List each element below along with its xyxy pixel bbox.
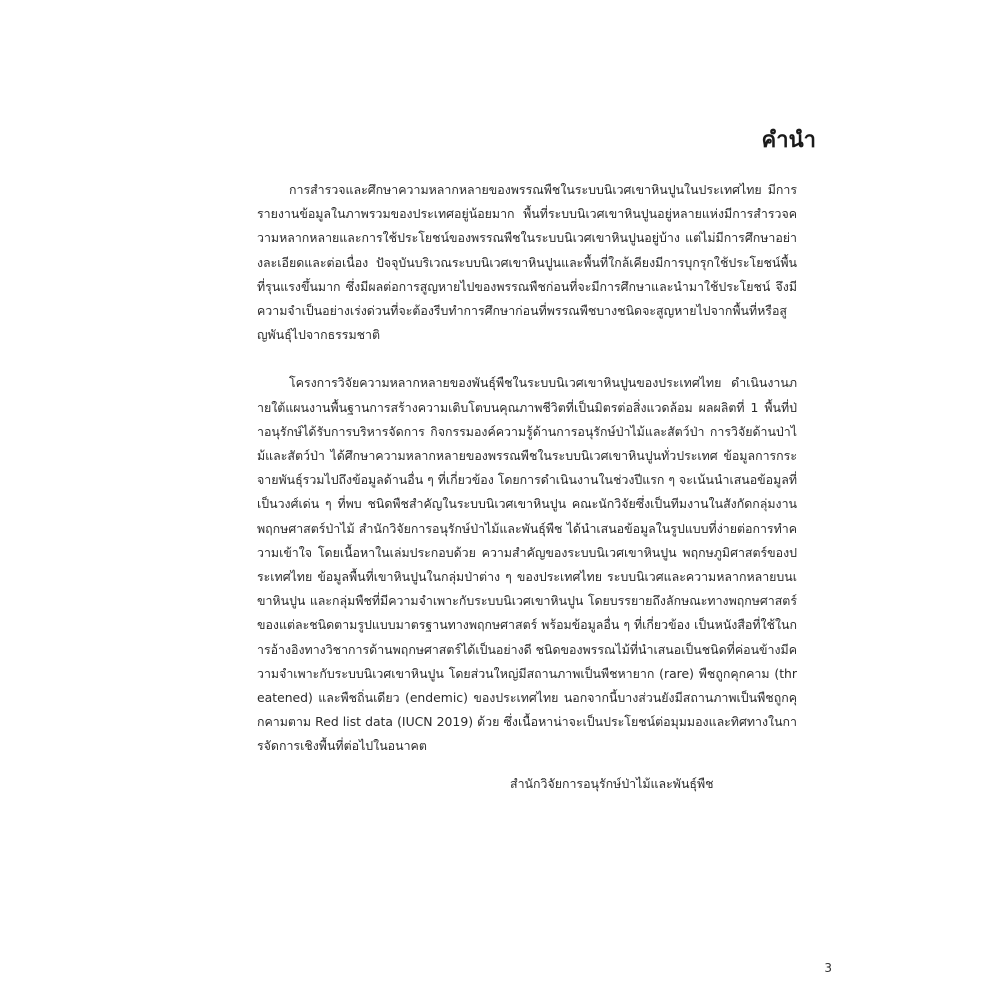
preface-paragraph-2: โครงการวิจัยความหลากหลายของพันธุ์พืชในระบบนิเวศเขาหินปูนของประเทศไทย ดำเนินงานภายใต้แผนงานพื้นฐานการสร้างความเติบโตบนคุณภาพชีวิตที่เป็นมิตรต่อสิ่งแวดล้อม ผลผลิตที่ 1 พื้นที่ป่าอนุรักษ์ได้รับการบริหารจัดการ กิจกรรมองค์ความรู้ด้านการอนุรักษ์ป่าไม้และสัตว์ป่า การวิจัยด้านป่าไม้และสัตว์ป่า ได้ศึกษาความหลากหลายของพรรณพืชในระบบนิเวศเขาหินปูนทั่วประเทศ ข้อมูลการกระจายพันธุ์รวมไปถึงข้อมูลด้านอื่น ๆ ที่เกี่ยวข้อง โดยการดำเนินงานในช่วงปีแรก ๆ จะเน้นนำเสนอข้อมูลที่เป็นวงศ์เด่น ๆ ที่พบ ชนิดพืชสำคัญในระบบนิเวศเขาหินปูน คณะนักวิจัยซึ่งเป็นทีมงานในสังกัดกลุ่มงานพฤกษศาสตร์ป่าไม้ สำนักวิจัยการอนุรักษ์ป่าไม้และพันธุ์พืช ได้นำเสนอข้อมูลในรูปแบบที่ง่ายต่อการทำความเข้าใจ โดยเนื้อหาในเล่มประกอบด้วย ความสำคัญของระบบนิเวศเขาหินปูน พฤกษภูมิศาสตร์ของประเทศไทย ข้อมูลพื้นที่เขาหินปูนในกลุ่มป่าต่าง ๆ ของประเทศไทย ระบบนิเวศและความหลากหลายบนเขาหินปูน และกลุ่มพืชที่มีความจำเพาะกับระบบนิเวศเขาหินปูน โดยบรรยายถึงลักษณะทางพฤกษศาสตร์ของแต่ละชนิดตามรูปแบบมาตรฐานทางพฤกษศาสตร์ พร้อมข้อมูลอื่น ๆ ที่เกี่ยวข้อง เป็นหนังสือที่ใช้ในการอ้างอิงทางวิชาการด้านพฤกษศาสตร์ได้เป็นอย่างดี ชนิดของพรรณไม้ที่นำเสนอเป็นชนิดที่ค่อนข้างมีความจำเพาะกับระบบนิเวศเขาหินปูน โดยส่วนใหญ่มีสถานภาพเป็นพืชหายาก (rare) พืชถูกคุกคาม (threatened) และพืชถิ่นเดียว (endemic) ของประเทศไทย นอกจากนี้บางส่วนยังมีสถานภาพเป็นพืชถูกคุกคามตาม Red list data (IUCN 2019) ด้วย ซึ่งเนื้อหาน่าจะเป็นประโยชน์ต่อมุมมองและทิศทางในการจัดการเชิงพื้นที่ต่อไปในอนาคต — [257, 375, 798, 754]
preface-paragraph-1: การสำรวจและศึกษาความหลากหลายของพรรณพืชในระบบนิเวศเขาหินปูนในประเทศไทย มีการรายงานข้อมูลในภาพรวมของประเทศอยู่น้อยมาก พื้นที่ระบบนิเวศเขาหินปูนอยู่หลายแห่งมีการสำรวจความหลากหลายและการใช้ประโยชน์ของพรรณพืชในระบบนิเวศเขาหินปูนอยู่บ้าง แต่ไม่มีการศึกษาอย่างละเอียดและต่อเนื่อง ปัจจุบันบริเวณระบบนิเวศเขาหินปูนและพื้นที่ใกล้เคียงมีการบุกรุกใช้ประโยชน์พื้นที่รุนแรงขึ้นมาก ซึ่งมีผลต่อการสูญหายไปของพรรณพืชก่อนที่จะมีการศึกษาและนำมาใช้ประโยชน์ จึงมีความจำเป็นอย่างเร่งด่วนที่จะต้องรีบทำการศึกษาก่อนที่พรรณพืชบางชนิดจะสูญหายไปจากพื้นที่หรือสูญพันธุ์ไปจากธรรมชาติ — [257, 182, 797, 343]
preface-heading: คำนำ — [761, 128, 816, 153]
page-number: 3 — [824, 961, 832, 975]
preface-body — [257, 178, 797, 759]
author-signature: สำนักวิจัยการอนุรักษ์ป่าไม้และพันธุ์พืช — [510, 776, 714, 791]
